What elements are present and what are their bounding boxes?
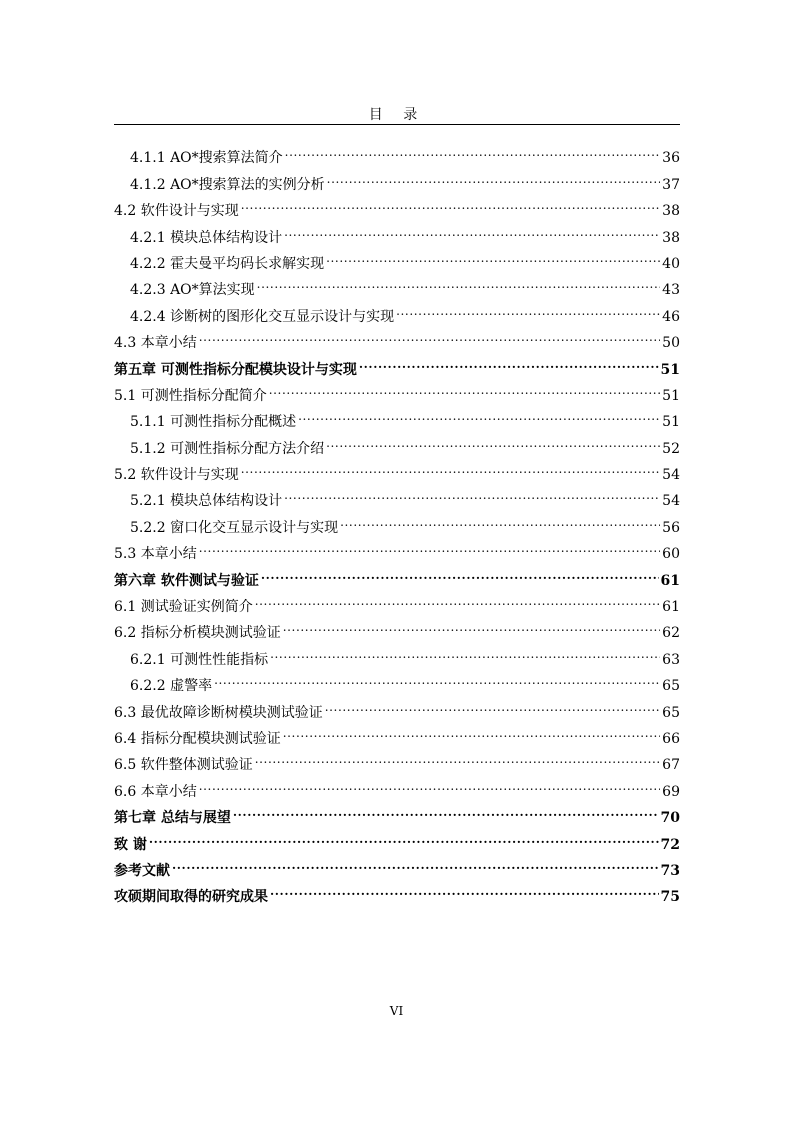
toc-entry-title: 5.1.1 可测性指标分配概述 [130,414,297,431]
toc-entry-page: 38 [662,203,680,220]
toc-entry[interactable] [114,558,680,589]
toc-entry[interactable] [114,347,680,378]
toc-entry-title: 5.2 软件设计与实现 [114,467,239,484]
toc-entry[interactable] [114,875,680,906]
toc-entry-title: 6.4 指标分配模块测试验证 [114,730,281,747]
toc-entry-title: 4.2.3 AO*算法实现 [130,282,255,299]
toc-entry-title: 4.2.1 模块总体结构设计 [130,229,283,246]
toc-entry-title: 6.5 软件整体测试验证 [114,757,253,774]
header-rule [114,124,680,125]
toc-entry-page: 67 [662,757,680,774]
toc-dot-leader [270,875,659,901]
toc-dot-leader [340,505,660,531]
toc-entry-page: 65 [662,678,680,695]
toc-entry-page: 56 [662,519,680,536]
toc-entry[interactable] [114,796,680,827]
toc-entry-title: 6.2.2 虚警率 [130,678,213,695]
toc-entry[interactable] [114,849,680,879]
toc-entry-page: 40 [662,255,680,272]
toc-dot-leader [241,453,660,479]
toc-entry-page: 62 [662,625,680,642]
toc-entry-page: 51 [662,414,680,431]
page-number: VI [389,1004,404,1018]
toc-dot-leader [241,189,660,215]
toc-entry-title: 4.2.2 霍夫曼平均码长求解实现 [130,255,325,272]
toc-entry-title: 4.3 本章小结 [114,335,197,352]
toc-entry-page: 37 [662,176,680,193]
toc-dot-leader [269,374,660,400]
toc-entry-page: 65 [662,704,680,721]
toc-entry-title: 第六章 软件测试与验证 [114,572,259,589]
toc-dot-leader [255,743,660,769]
toc-dot-leader [257,268,661,294]
toc-dot-leader [396,294,660,320]
toc-entry-page: 63 [662,651,680,668]
toc-entry-title: 4.2.4 诊断树的图形化交互显示设计与实现 [130,308,395,325]
toc-dot-leader [214,664,660,690]
toc-dot-leader [359,347,659,373]
toc-dot-leader [326,242,660,268]
toc-entry-title: 6.6 本章小结 [114,783,197,800]
page-header-title: 目 录 [368,107,426,123]
toc-entry-page: 66 [662,730,680,747]
toc-dot-leader [255,585,660,611]
toc-entry-title: 第七章 总结与展望 [114,810,231,827]
toc-entry-title: 5.2.1 模块总体结构设计 [130,493,283,510]
toc-dot-leader [270,637,660,663]
toc-entry-page: 60 [662,546,680,563]
toc-dot-leader [199,769,660,795]
toc-entry-page: 46 [662,308,680,325]
toc-dot-leader [284,215,660,241]
toc-entry-title: 攻硕期间取得的研究成果 [114,889,268,906]
toc-entry-title: 5.2.2 窗口化交互显示设计与实现 [130,519,339,536]
toc-entry[interactable] [114,321,680,352]
toc-entry-title: 6.2.1 可测性性能指标 [130,651,269,668]
toc-entry[interactable] [114,136,680,167]
toc-entry-page: 54 [662,493,680,510]
toc-entry-page: 72 [660,836,680,853]
toc-entry-page: 54 [662,467,680,484]
toc-entry[interactable] [114,532,680,563]
toc-dot-leader [149,822,659,848]
toc-dot-leader [199,532,660,558]
toc-dot-leader [283,717,660,743]
toc-entry-page: 36 [662,150,680,167]
toc-entry-title: 4.1.1 AO*搜索算法简介 [130,150,283,167]
toc-dot-leader [298,400,660,426]
toc-entry-title: 5.3 本章小结 [114,546,197,563]
toc-entry-page: 73 [660,862,680,879]
toc-entry-title: 6.1 测试验证实例简介 [114,599,253,616]
toc-dot-leader [284,479,660,505]
toc-entry[interactable] [114,822,680,853]
toc-entry-page: 61 [662,599,680,616]
toc-entry-page: 43 [662,282,680,299]
toc-entry-page: 38 [662,229,680,246]
toc-dot-leader [233,796,659,822]
toc-entry-title: 第五章 可测性指标分配模块设计与实现 [114,361,357,378]
toc-entry-page: 75 [660,889,680,906]
table-of-contents [114,136,680,906]
toc-entry-page: 69 [662,783,680,800]
toc-entry-page: 51 [662,387,680,404]
toc-dot-leader [172,849,659,875]
toc-entry-title: 致 谢 [114,836,147,853]
toc-entry-page: 51 [660,361,680,378]
toc-entry-title: 6.3 最优故障诊断树模块测试验证 [114,704,323,721]
toc-dot-leader [199,321,660,347]
toc-dot-leader [327,162,661,188]
toc-entry-title: 5.1.2 可测性指标分配方法介绍 [130,440,325,457]
toc-entry-page: 70 [660,810,680,827]
toc-entry-page: 52 [662,440,680,457]
toc-entry-title: 6.2 指标分析模块测试验证 [114,625,281,642]
toc-entry-page: 61 [660,572,680,589]
toc-entry-title: 5.1 可测性指标分配简介 [114,387,267,404]
toc-entry-title: 4.2 软件设计与实现 [114,203,239,220]
toc-entry-page: 50 [662,335,680,352]
toc-dot-leader [283,611,660,637]
toc-dot-leader [326,426,660,452]
toc-entry-title: 4.1.2 AO*搜索算法的实例分析 [130,176,325,193]
toc-entry-title: 参考文献 [114,862,170,879]
toc-dot-leader [261,558,659,584]
toc-dot-leader [325,690,660,716]
toc-dot-leader [285,136,661,162]
toc-entry[interactable] [114,769,680,800]
